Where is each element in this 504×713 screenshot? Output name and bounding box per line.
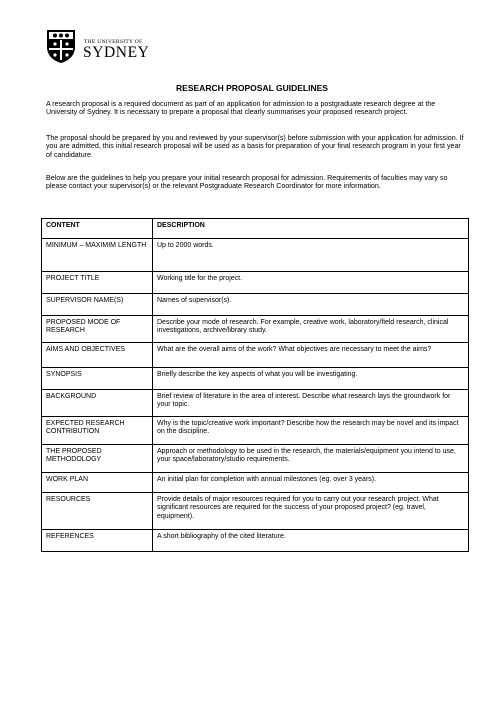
- row-content: BACKGROUND: [42, 390, 153, 417]
- content-column-header: CONTENT: [42, 219, 153, 239]
- logo-text-line2: SYDNEY: [83, 44, 150, 61]
- row-description: Working title for the project.: [153, 272, 469, 294]
- table-row: [42, 417, 469, 445]
- table-row: [42, 473, 469, 493]
- row-content: REFERENCES: [42, 530, 153, 552]
- table-row: [42, 530, 469, 552]
- row-description: Why is the topic/creative work important? Describe how the research may be novel and its impact on the discipline.: [153, 417, 469, 445]
- row-content: THE PROPOSED METHODOLOGY: [42, 445, 153, 473]
- table-row: [42, 272, 469, 294]
- row-content: PROPOSED MODE OF RESEARCH: [42, 316, 153, 343]
- table-row: [42, 390, 469, 417]
- table-row: [42, 239, 469, 272]
- row-content: MINIMUM – MAXIMIM LENGTH: [42, 239, 153, 272]
- table-row: [42, 316, 469, 343]
- table-row: [42, 445, 469, 473]
- table-row: [42, 294, 469, 316]
- supervisor-paragraph: The proposal should be prepared by you and reviewed by your supervisor(s) before submission with your application for admission. If you are admitted, this initial research proposal will be used as a basis for preparation of your final research program in your first year of candidature.: [46, 134, 464, 159]
- table-row: [42, 368, 469, 390]
- row-description: Approach or methodology to be used in the research, the materials/equipment you intend to use, your space/laboratory/studio requirements.: [153, 445, 469, 473]
- row-description: Provide details of major resources required for you to carry out your research project. What significant resources are required for the success of your proposed project? (eg. travel, equipment).: [153, 493, 469, 530]
- table-row: [42, 493, 469, 530]
- page-title: RESEARCH PROPOSAL GUIDELINES: [176, 83, 328, 93]
- row-description: What are the overall aims of the work? What objectives are necessary to meet the aims?: [153, 343, 469, 368]
- university-logo: [46, 29, 156, 65]
- table-row: [42, 343, 469, 368]
- description-column-header: DESCRIPTION: [153, 219, 469, 239]
- row-description: Briefly describe the key aspects of what you will be investigating.: [153, 368, 469, 390]
- row-content: AIMS AND OBJECTIVES: [42, 343, 153, 368]
- logo-text-line1: THE UNIVERSITY OF: [84, 39, 143, 45]
- row-content: RESOURCES: [42, 493, 153, 530]
- row-content: PROJECT TITLE: [42, 272, 153, 294]
- row-description: An initial plan for completion with annual milestones (eg. over 3 years).: [153, 473, 469, 493]
- guidelines-table: [41, 218, 469, 552]
- intro-paragraph: A research proposal is a required document as part of an application for admission to a postgraduate research degree at the University of Sydney. It is necessary to prepare a proposal that clearly summarises your proposed research project.: [46, 100, 436, 117]
- university-crest-icon: [46, 29, 76, 64]
- row-content: EXPECTED RESEARCH CONTRIBUTION: [42, 417, 153, 445]
- row-description: Describe your mode of research. For example, creative work, laboratory/field research, clinical investigations, archive/library study.: [153, 316, 469, 343]
- row-description: Up to 2000 words.: [153, 239, 469, 272]
- row-content: SUPERVISOR NAME(S): [42, 294, 153, 316]
- row-content: SYNOPSIS: [42, 368, 153, 390]
- row-description: Names of supervisor(s).: [153, 294, 469, 316]
- table-header-row: [42, 219, 469, 239]
- row-content: WORK PLAN: [42, 473, 153, 493]
- row-description: A short bibliography of the cited literature.: [153, 530, 469, 552]
- row-description: Brief review of literature in the area of interest. Describe what research lays the groundwork for your topic.: [153, 390, 469, 417]
- guidelines-paragraph: Below are the guidelines to help you prepare your initial research proposal for admission. Requirements of faculties may vary so please contact your supervisor(s) or the relevant Postgraduate Research Coordinator for more information.: [46, 174, 448, 191]
